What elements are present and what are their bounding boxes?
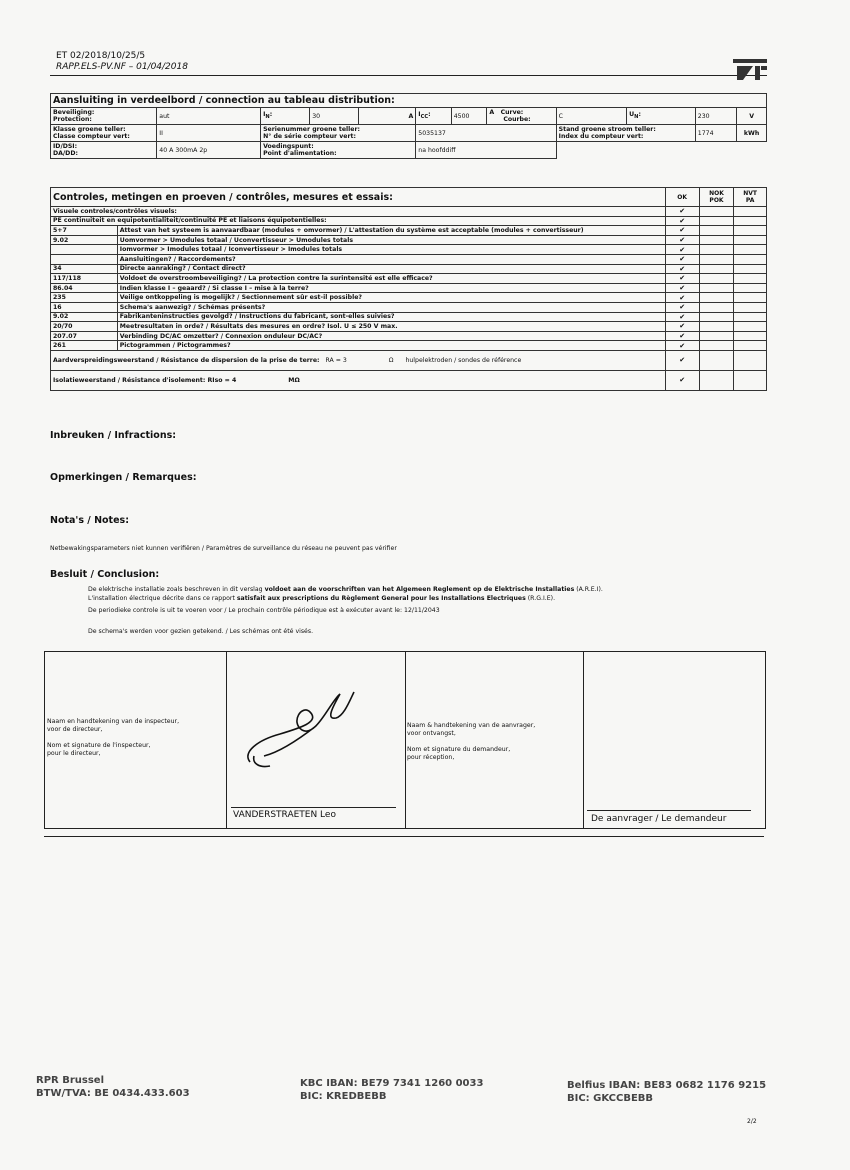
earth-resistance-value: RA = 3 [325, 356, 347, 364]
conclusion-nl-a: De elektrische installatie zoals beschreven in dit verslag [88, 586, 265, 593]
row-text: Fabrikanteninstructies gevolgd? / Instructions du fabricant, sont-elles suivies? [117, 312, 665, 322]
table-row [51, 302, 767, 312]
inspector-signature-cell [226, 652, 406, 828]
inspector-name: VANDERSTRAETEN Leo [233, 810, 336, 820]
inspector-label-2: voor de directeur, [47, 726, 103, 733]
check-icon: ✔ [665, 331, 699, 341]
index-value: 1774 [695, 125, 736, 142]
table-row [51, 341, 767, 351]
kbc-bic: BIC: KREDBEBB [300, 1091, 387, 1102]
row-text: Indien klasse I – geaard? / Si classe I – mise à la terre? [117, 283, 665, 293]
check-icon: ✔ [665, 370, 699, 390]
row-code: 5+7 [51, 226, 118, 236]
class-label-fr: Classe compteur vert: [53, 133, 130, 140]
inspector-signature [240, 682, 360, 772]
row-code: 117/118 [51, 274, 118, 284]
conclusion-nl-c: (A.R.E.I). [574, 586, 603, 593]
requester-label-3: Nom et signature du demandeur, [407, 746, 511, 753]
check-icon: ✔ [665, 350, 699, 370]
icc-label: I [418, 111, 421, 119]
controls-title: Controles, metingen en proeven / contrôles, mesures et essais: [51, 188, 666, 207]
table-row [51, 370, 767, 390]
table-row [51, 207, 767, 217]
check-icon: ✔ [665, 264, 699, 274]
table-row [51, 331, 767, 341]
dsi-label-fr: DA/DD: [53, 150, 78, 157]
in-value: 30 [310, 108, 359, 125]
earth-electrode-note: hulpelektroden / sondes de référence [405, 356, 522, 364]
signature-box [44, 651, 766, 829]
company-logo [733, 57, 767, 81]
col-pa: PA [745, 197, 755, 204]
inspector-label-1: Naam en handtekening van de inspecteur, [47, 718, 180, 725]
row-code [51, 245, 118, 255]
row-text: Veilige ontkoppeling is mogelijk? / Sectionnement sûr est-il possible? [117, 293, 665, 303]
in-unit: A [359, 108, 416, 125]
pe-continuity-label: PE continuiteit en equipotentialiteit/continuité PE et liaisons équipotentielles: [51, 216, 666, 226]
conclusion-nl-b: voldoet aan de voorschriften van het Algemeen Reglement op de Elektrische Installaties [264, 586, 575, 593]
table-row [51, 293, 767, 303]
supply-value: na hoofddiff [416, 142, 556, 159]
header-divider [50, 75, 767, 76]
table-row [51, 264, 767, 274]
signature-divider [44, 836, 764, 837]
inspector-label-cell [45, 652, 227, 828]
in-sub: N [265, 114, 270, 121]
connection-table [50, 93, 767, 159]
earth-resistance-label: Aardverspreidingsweerstand / Résistance de dispersion de la prise de terre: [53, 356, 320, 364]
table-row [51, 125, 767, 142]
index-label-fr: Index du compteur vert: [558, 133, 644, 140]
earth-resistance-unit: Ω [388, 356, 394, 364]
row-code: 235 [51, 293, 118, 303]
conclusion-line-nl [88, 586, 603, 593]
dsi-label-nl: ID/DSI: [53, 143, 78, 150]
row-code: 34 [51, 264, 118, 274]
next-inspection-date: De periodieke controle is uit te voeren voor / Le prochain contrôle périodique est à exécuter avant le: 12/11/2043 [88, 607, 440, 614]
inspector-label-3: Nom et signature de l'inspecteur, [47, 742, 151, 749]
col-pok: POK [709, 197, 724, 204]
row-text: Uomvormer > Umodules totaal / Uconvertisseur > Umodules totals [117, 235, 665, 245]
requester-label-2: voor ontvangst, [407, 730, 456, 737]
kbc-iban: KBC IBAN: BE79 7341 1260 0033 [300, 1078, 484, 1089]
curve-label-fr: Courbe: [503, 116, 531, 123]
row-code: 86.04 [51, 283, 118, 293]
table-row [51, 226, 767, 236]
serial-label-nl: Serienummer groene teller: [263, 126, 361, 133]
un-sub: N [634, 114, 639, 121]
col-ok: OK [665, 188, 699, 207]
row-code: 207.07 [51, 331, 118, 341]
table-row [51, 142, 767, 159]
protection-value: aut [157, 108, 261, 125]
table-row [51, 254, 767, 264]
infractions-heading: Inbreuken / Infractions: [50, 430, 177, 441]
row-code: 9.02 [51, 312, 118, 322]
table-row [51, 216, 767, 226]
index-label-nl: Stand groene stroom teller: [558, 126, 656, 133]
org-name: RPR Brussel [36, 1075, 104, 1086]
visual-checks-label: Visuele controles/contrôles visuels: [51, 207, 666, 217]
check-icon: ✔ [665, 293, 699, 303]
supply-label-fr: Point d'alimentation: [263, 150, 337, 157]
row-text: Voldoet de overstroombeveiliging? / La protection contre la surintensité est elle efficace? [117, 274, 665, 284]
row-text: Schema's aanwezig? / Schémas présents? [117, 302, 665, 312]
row-text: Iomvormer > Imodules totaal / Iconvertisseur > Imodules totals [117, 245, 665, 255]
row-text: Aansluitingen? / Raccordements? [117, 254, 665, 264]
conclusion-heading: Besluit / Conclusion: [50, 569, 160, 580]
row-text: Meetresultaten in orde? / Résultats des mesures en ordre? Isol. U ≤ 250 V max. [117, 322, 665, 332]
supply-label-nl: Voedingspunt: [263, 143, 314, 150]
serial-value: 5035137 [416, 125, 556, 142]
report-reference: RAPP.ELS-PV.NF – 01/04/2018 [56, 62, 188, 72]
table-row [51, 312, 767, 322]
index-unit: kWh [737, 125, 767, 142]
dsi-value: 40 A 300mA 2p [157, 142, 261, 159]
un-label: U [629, 111, 635, 119]
controls-table [50, 187, 767, 391]
belfius-iban: Belfius IBAN: BE83 0682 1176 9215 [567, 1080, 767, 1091]
row-text: Pictogrammen / Pictogrammes? [117, 341, 665, 351]
check-icon: ✔ [665, 274, 699, 284]
table-row [51, 235, 767, 245]
curve-value: C [556, 108, 626, 125]
check-icon: ✔ [665, 322, 699, 332]
requester-label-4: pour réception, [407, 754, 455, 761]
notes-text: Netbewakingsparameters niet kunnen verifiëren / Paramètres de surveillance du réseau ne peuvent pas vérifier [50, 545, 397, 552]
check-icon: ✔ [665, 283, 699, 293]
requester-name: De aanvrager / Le demandeur [591, 814, 727, 824]
curve-label-nl: Curve: [500, 109, 524, 116]
check-icon: ✔ [665, 312, 699, 322]
row-code: 16 [51, 302, 118, 312]
conclusion-fr-a: L'installation électrique décrite dans ce rapport [88, 595, 237, 602]
schemas-signed: De schema's werden voor gezien getekend. / Les schémas ont été visés. [88, 628, 314, 635]
connection-title: Aansluiting in verdeelbord / connection au tableau distribution: [51, 94, 767, 108]
remarks-heading: Opmerkingen / Remarques: [50, 472, 197, 483]
check-icon: ✔ [665, 216, 699, 226]
requester-signature-cell [583, 652, 765, 828]
conclusion-line-fr [88, 595, 555, 602]
notes-heading: Nota's / Notes: [50, 515, 129, 526]
protection-label-fr: Protection: [53, 116, 92, 123]
un-unit: V [737, 108, 767, 125]
check-icon: ✔ [665, 341, 699, 351]
check-icon: ✔ [665, 254, 699, 264]
table-row: Beveiliging: Protection: aut $I_N$: 30 A $I_{CC}$: 4500 A Curve: Courbe: C $U_N$: 230 V [51, 108, 767, 125]
table-row [51, 245, 767, 255]
icc-value: 4500 [451, 108, 487, 125]
requester-label-1: Naam & handtekening van de aanvrager, [407, 722, 536, 729]
serial-label-fr: N° de série compteur vert: [263, 133, 356, 140]
row-code: 20/70 [51, 322, 118, 332]
requester-label-cell [405, 652, 584, 828]
icc-unit: A [489, 109, 495, 116]
insulation-resistance-label: Isolatieweerstand / Résistance d'isolement: RIso = 4 [53, 376, 237, 384]
table-row [51, 274, 767, 284]
table-row [51, 322, 767, 332]
check-icon: ✔ [665, 207, 699, 217]
insulation-resistance-unit: MΩ [288, 376, 300, 384]
icc-sub: CC [420, 114, 429, 121]
table-row [51, 283, 767, 293]
inspector-label-4: pour le directeur, [47, 750, 101, 757]
class-label-nl: Klasse groene teller: [53, 126, 126, 133]
conclusion-fr-c: (R.G.I.E). [525, 595, 556, 602]
un-value: 230 [695, 108, 736, 125]
check-icon: ✔ [665, 245, 699, 255]
class-value: II [157, 125, 261, 142]
belfius-bic: BIC: GKCCBEBB [567, 1093, 654, 1104]
conclusion-fr-b: satisfait aux prescriptions du Règlement General pour les Installations Electriques [236, 595, 526, 602]
col-nok: NOK [709, 190, 724, 197]
protection-label-nl: Beveiliging: [53, 109, 95, 116]
in-label: I [263, 111, 266, 119]
check-icon: ✔ [665, 235, 699, 245]
page-number: 2/2 [747, 1118, 757, 1125]
check-icon: ✔ [665, 302, 699, 312]
check-icon: ✔ [665, 226, 699, 236]
row-text: Attest van het systeem is aanvaardbaar (modules + omvormer) / L'attestation du système est acceptable (modules + convertisseur) [117, 226, 665, 236]
col-nvt: NVT [743, 190, 758, 197]
table-row [51, 350, 767, 370]
row-code: 261 [51, 341, 118, 351]
doc-reference: ET 02/2018/10/25/5 [56, 51, 146, 61]
row-code [51, 254, 118, 264]
row-text: Directe aanraking? / Contact direct? [117, 264, 665, 274]
row-text: Verbinding DC/AC omzetter? / Connexion onduleur DC/AC? [117, 331, 665, 341]
org-vat: BTW/TVA: BE 0434.433.603 [36, 1088, 190, 1099]
row-code: 9.02 [51, 235, 118, 245]
